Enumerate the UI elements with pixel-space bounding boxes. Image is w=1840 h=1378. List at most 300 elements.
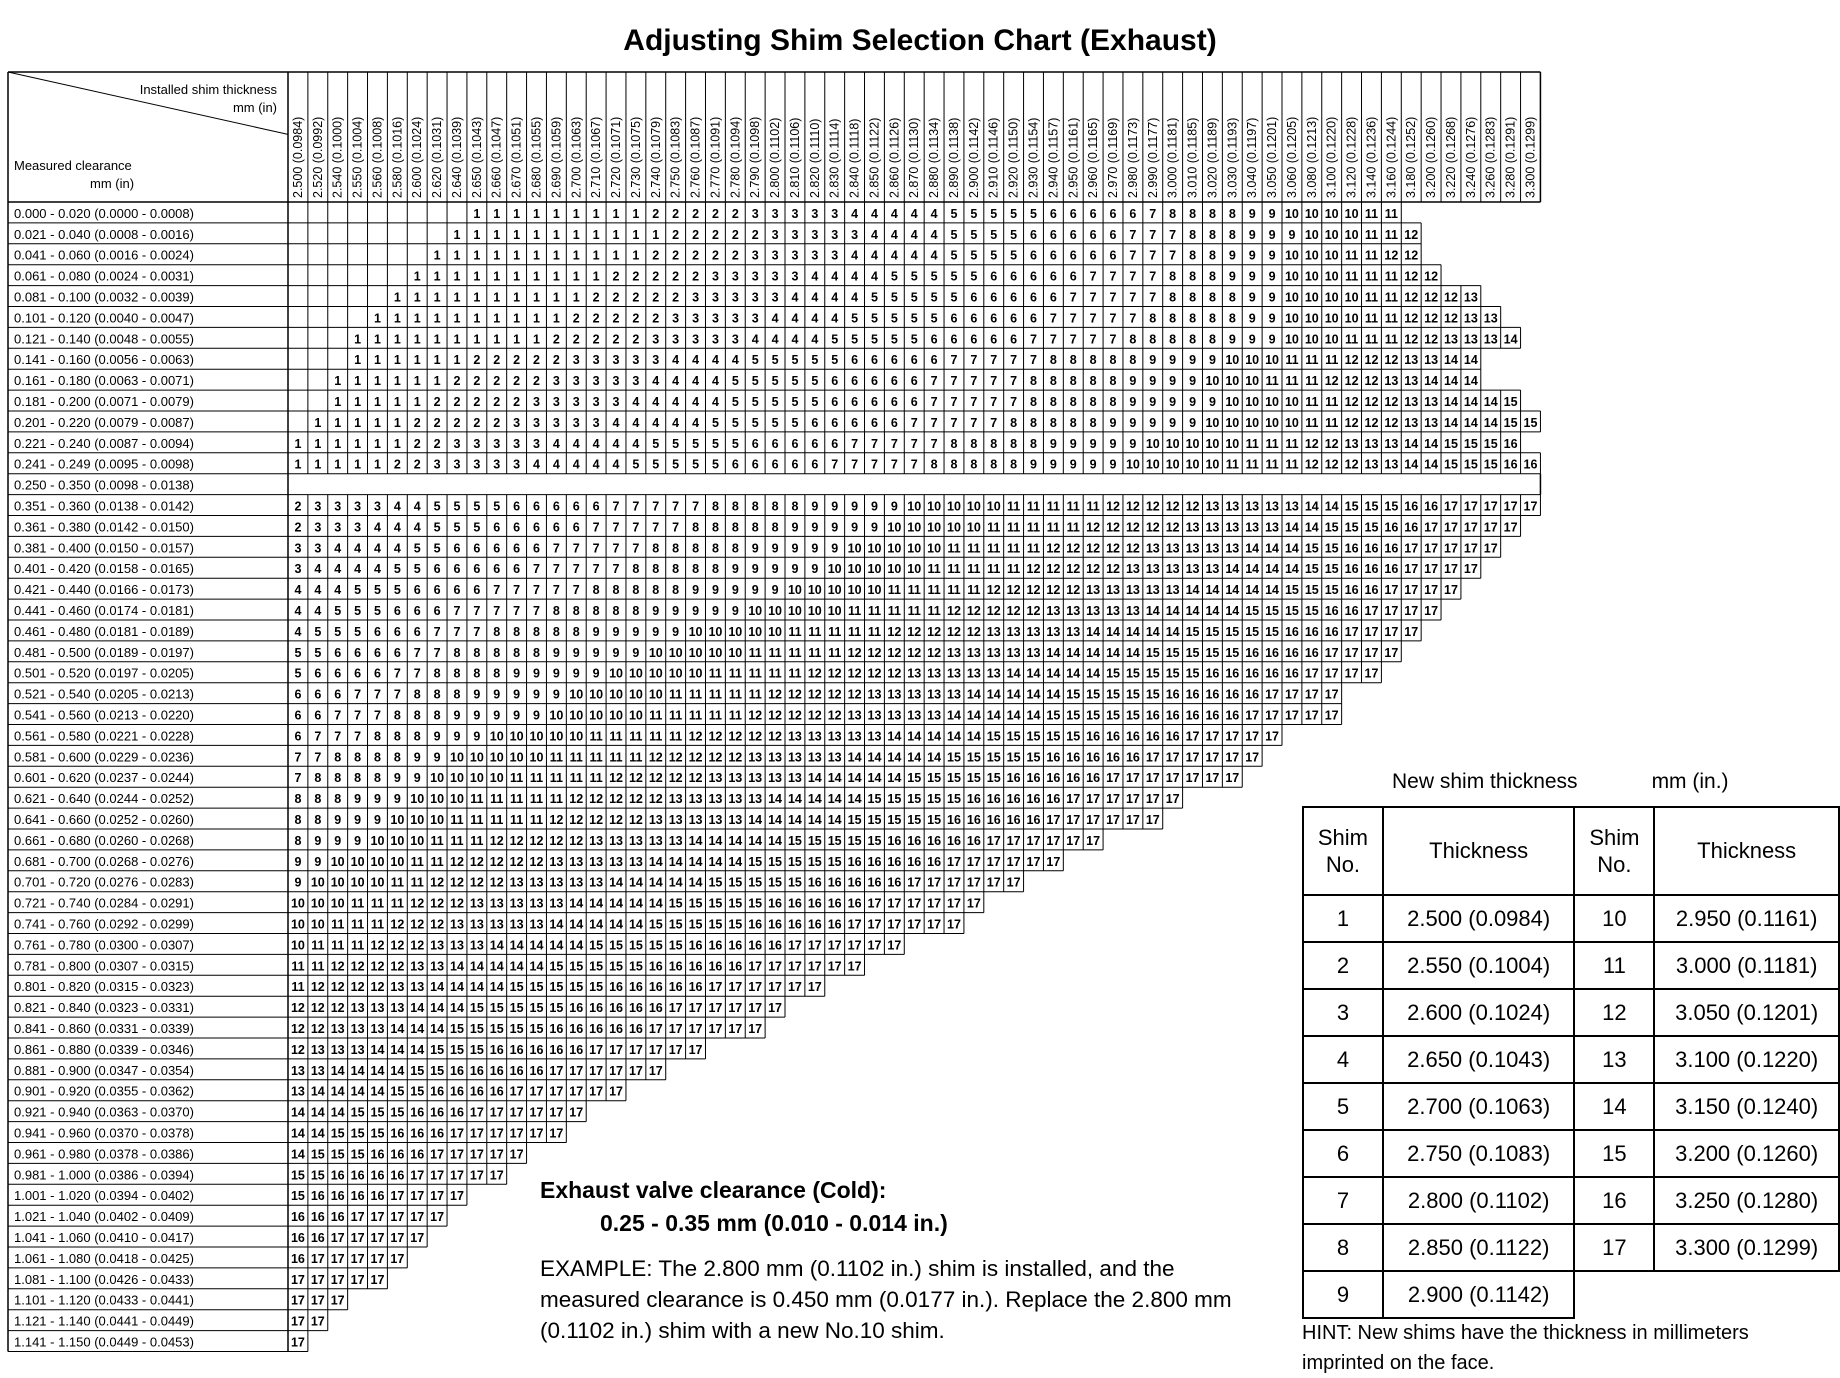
shim-no-cell: 13 xyxy=(1185,541,1200,556)
shim-no-cell: 16 xyxy=(768,896,783,911)
shim-no-cell: 10 xyxy=(450,771,464,786)
shim-no-cell: 11 xyxy=(847,624,862,639)
shim-no-cell: 14 xyxy=(1424,374,1439,389)
shim-no-cell: 2 xyxy=(711,206,719,221)
shim-no-cell: 14 xyxy=(628,896,643,911)
shim-no-cell: 7 xyxy=(552,583,560,598)
shim-thickness-cell: 2.550 (0.1004) xyxy=(1383,942,1575,989)
shim-no-cell: 6 xyxy=(950,311,958,326)
shim-no-cell: 16 xyxy=(827,875,842,890)
shim-no-cell: 6 xyxy=(831,374,839,389)
shim-no-cell: 16 xyxy=(1503,457,1518,472)
shim-no-cell: 14 xyxy=(1165,624,1180,639)
shim-no-cell: 10 xyxy=(807,583,822,598)
shim-no-cell: 7 xyxy=(1010,395,1018,409)
shim-no-cell: 14 xyxy=(1145,624,1160,639)
shim-no-cell: 10 xyxy=(1284,311,1299,326)
shim-no-cell: 15 xyxy=(529,980,544,995)
shim-no-cell: 13 xyxy=(807,750,822,765)
shim-no-cell: 12 xyxy=(430,875,445,890)
shim-no-cell: 16 xyxy=(529,1042,544,1057)
shim-no-cell: 9 xyxy=(552,645,560,660)
shim-no-cell: 5 xyxy=(811,374,819,389)
shim-no-cell: 17 xyxy=(1344,624,1359,639)
shim-no-cell: 12 xyxy=(688,771,703,786)
shim-no-cell: 8 xyxy=(970,436,978,451)
shim-no-cell: 17 xyxy=(1026,854,1041,869)
shim-no-cell: 4 xyxy=(652,395,660,409)
shim-no-cell: 11 xyxy=(1384,332,1398,347)
shim-no-cell: 16 xyxy=(1225,687,1240,702)
shim-no-cell: 9 xyxy=(393,792,401,807)
shim-no-cell: 6 xyxy=(1010,269,1018,284)
shim-no-cell: 11 xyxy=(1364,290,1379,305)
shim-no-cell: 17 xyxy=(1324,666,1339,681)
shim-no-cell: 12 xyxy=(1404,332,1419,347)
shim-no-cell: 16 xyxy=(390,1126,405,1141)
shim-no-cell: 12 xyxy=(1046,583,1061,598)
shim-no-cell: 12 xyxy=(370,938,385,953)
shim-no-cell: 12 xyxy=(1364,374,1379,389)
shim-no-cell: 9 xyxy=(354,833,362,848)
shim-no-cell: 11 xyxy=(1364,206,1379,221)
measured-clearance-row-label: 0.461 - 0.480 (0.0181 - 0.0189) xyxy=(14,623,194,639)
shim-no-cell: 4 xyxy=(930,227,938,242)
shim-no-cell: 10 xyxy=(1225,353,1240,368)
shim-no-cell: 12 xyxy=(628,792,643,807)
shim-no-cell: 2 xyxy=(413,436,421,451)
installed-thickness-header: 2.540 (0.1000) xyxy=(330,116,345,198)
shim-no-cell: 10 xyxy=(509,729,524,744)
shim-no-cell: 10 xyxy=(310,917,325,932)
shim-no-cell: 11 xyxy=(828,624,842,639)
shim-no-cell: 1 xyxy=(373,374,381,389)
shim-no-cell: 6 xyxy=(930,353,938,368)
shim-no-cell: 2 xyxy=(652,269,660,284)
shim-no-cell: 17 xyxy=(668,1042,683,1057)
shim-no-cell: 16 xyxy=(1086,750,1101,765)
shim-no-cell: 1 xyxy=(592,248,600,263)
shim-no-cell: 13 xyxy=(986,624,1001,639)
shim-no-cell: 9 xyxy=(314,854,322,869)
shim-no-cell: 9 xyxy=(1288,227,1296,242)
shim-no-cell: 8 xyxy=(672,541,680,556)
shim-no-cell: 12 xyxy=(1424,311,1439,326)
shim-no-cell: 7 xyxy=(294,771,302,786)
shim-no-cell: 6 xyxy=(393,645,401,660)
shim-no-cell: 17 xyxy=(1125,792,1140,807)
shim-no-cell: 10 xyxy=(966,499,981,514)
shim-no-cell: 8 xyxy=(433,708,441,723)
shim-no-cell: 1 xyxy=(513,290,521,305)
shim-no-cell: 11 xyxy=(1364,332,1379,347)
shim-no-cell: 11 xyxy=(808,645,822,660)
shim-no-cell: 8 xyxy=(1010,457,1018,472)
shim-no-cell: 2 xyxy=(652,248,660,263)
shim-thickness-cell: 3.100 (0.1220) xyxy=(1654,1036,1839,1083)
shim-no-cell: 15 xyxy=(390,1105,405,1120)
installed-thickness-header: 3.050 (0.1201) xyxy=(1265,116,1280,198)
shim-no-cell: 13 xyxy=(728,771,743,786)
shim-no-cell: 13 xyxy=(1384,457,1399,472)
shim-no-cell: 12 xyxy=(947,624,961,639)
shim-no-cell: 8 xyxy=(1169,206,1177,221)
shim-no-cell: 1 xyxy=(413,332,421,347)
shim-no-cell: 4 xyxy=(731,353,739,368)
new-shim-row xyxy=(1303,942,1839,989)
shim-no-cell: 6 xyxy=(1010,290,1018,305)
shim-no-cell: 13 xyxy=(1245,520,1260,535)
shim-no-cell: 17 xyxy=(748,1001,763,1016)
shim-no-cell: 4 xyxy=(652,374,660,389)
shim-no-cell: 5 xyxy=(791,353,799,368)
shim-no-cell: 12 xyxy=(1404,269,1419,284)
shim-no-cell: 10 xyxy=(1284,332,1299,347)
shim-no-cell: 17 xyxy=(1384,604,1399,618)
shim-no-cell: 6 xyxy=(831,395,839,409)
shim-no-cell: 9 xyxy=(1248,332,1256,347)
shim-no-cell: 12 xyxy=(1125,499,1140,514)
shim-no-cell: 14 xyxy=(1086,645,1101,660)
shim-no-cell: 12 xyxy=(1324,457,1339,472)
shim-no-cell: 12 xyxy=(827,708,842,723)
shim-no-cell: 17 xyxy=(1106,792,1120,807)
shim-thickness-cell: 3.000 (0.1181) xyxy=(1654,942,1839,989)
shim-no-cell: 13 xyxy=(1205,541,1220,556)
shim-no-cell: 1 xyxy=(453,332,461,347)
shim-no-cell: 10 xyxy=(1304,248,1319,263)
shim-no-cell: 3 xyxy=(572,395,580,409)
shim-no-cell: 2 xyxy=(692,248,700,263)
shim-no-cell: 16 xyxy=(867,875,882,890)
shim-no-cell: 9 xyxy=(1169,395,1177,409)
shim-no-cell: 9 xyxy=(1149,353,1157,368)
shim-no-cell: 8 xyxy=(453,645,461,660)
shim-no-cell: 16 xyxy=(330,1210,345,1225)
shim-no-cell: 8 xyxy=(373,771,381,786)
installed-thickness-header: 2.550 (0.1004) xyxy=(350,116,365,198)
shim-no-cell: 10 xyxy=(1344,227,1359,242)
shim-no-cell: 1 xyxy=(433,290,441,305)
shim-no-cell: 10 xyxy=(847,562,862,577)
measured-clearance-row-label: 0.081 - 0.100 (0.0032 - 0.0039) xyxy=(14,289,194,305)
shim-no-cell: 1 xyxy=(612,206,620,221)
shim-no-cell: 4 xyxy=(811,311,819,326)
shim-no-cell: 13 xyxy=(350,1001,365,1016)
shim-no-cell: 12 xyxy=(330,980,345,995)
shim-no-cell: 17 xyxy=(648,1042,663,1057)
shim-no-cell: 11 xyxy=(788,666,802,681)
shim-no-cell: 10 xyxy=(469,771,484,786)
shim-no-cell: 7 xyxy=(831,457,839,472)
shim-no-cell: 4 xyxy=(393,499,401,514)
shim-no-cell: 7 xyxy=(433,624,441,639)
shim-no-cell: 6 xyxy=(294,729,302,744)
shim-no-cell: 16 xyxy=(469,1063,484,1078)
shim-no-cell: 12 xyxy=(1384,353,1399,368)
shim-no-cell: 16 xyxy=(1066,750,1081,765)
shim-no-cell: 12 xyxy=(867,645,882,660)
installed-thickness-header: 3.140 (0.1236) xyxy=(1364,116,1379,198)
shim-no-cell: 17 xyxy=(529,1126,544,1141)
shim-no-cell: 7 xyxy=(334,708,342,723)
shim-no-cell: 4 xyxy=(851,248,859,263)
shim-no-cell: 5 xyxy=(373,583,381,598)
shim-no-cell: 14 xyxy=(390,1063,405,1078)
shim-no-cell: 14 xyxy=(807,771,822,786)
shim-no-cell: 6 xyxy=(1069,206,1077,221)
shim-no-cell: 2 xyxy=(731,227,739,242)
shim-no-cell: 11 xyxy=(311,938,325,953)
shim-no-cell: 11 xyxy=(549,792,563,807)
shim-no-cell: 8 xyxy=(1069,395,1077,409)
shim-no-cell: 14 xyxy=(290,1105,305,1120)
shim-no-cell: 14 xyxy=(350,1063,365,1078)
shim-no-cell: 9 xyxy=(632,645,640,660)
installed-thickness-header: 2.520 (0.0992) xyxy=(310,116,325,198)
shim-no-cell: 8 xyxy=(1089,415,1097,430)
shim-no-cell: 9 xyxy=(1109,436,1117,451)
shim-no-cell: 1 xyxy=(393,374,401,389)
shim-no-cell: 5 xyxy=(314,624,322,639)
shim-no-cell: 2 xyxy=(473,395,481,409)
shim-no-cell: 5 xyxy=(354,604,362,618)
shim-thickness-cell: 2.600 (0.1024) xyxy=(1383,989,1575,1036)
shim-no-cell: 7 xyxy=(930,374,938,389)
installed-thickness-header: 3.260 (0.1283) xyxy=(1483,116,1498,198)
shim-no-cell: 5 xyxy=(433,520,441,535)
shim-no-cell: 6 xyxy=(990,311,998,326)
shim-no-cell: 4 xyxy=(771,311,779,326)
shim-no-cell: 8 xyxy=(791,499,799,514)
shim-no-cell: 16 xyxy=(450,1063,464,1078)
measured-clearance-row-label: 0.941 - 0.960 (0.0370 - 0.0378) xyxy=(14,1125,194,1141)
shim-no-cell: 10 xyxy=(1344,290,1359,305)
shim-no-cell: 14 xyxy=(1066,666,1081,681)
shim-no-cell: 5 xyxy=(890,269,898,284)
shim-no-cell: 10 xyxy=(1324,332,1339,347)
shim-no-cell: 17 xyxy=(1364,624,1379,639)
shim-no-cell: 8 xyxy=(314,771,322,786)
shim-no-cell: 1 xyxy=(373,353,381,368)
shim-no-cell: 1 xyxy=(552,290,560,305)
shim-no-cell: 10 xyxy=(668,645,683,660)
shim-no-cell: 8 xyxy=(970,457,978,472)
shim-no-cell: 7 xyxy=(1069,311,1077,326)
shim-no-cell: 15 xyxy=(1145,666,1160,681)
shim-no-cell: 8 xyxy=(513,645,521,660)
shim-no-cell: 16 xyxy=(1364,583,1379,598)
shim-no-cell: 15 xyxy=(867,833,882,848)
shim-no-cell: 11 xyxy=(1384,311,1398,326)
shim-no-cell: 9 xyxy=(393,771,401,786)
shim-no-cell: 15 xyxy=(927,771,942,786)
shim-no-cell: 15 xyxy=(688,917,703,932)
shim-no-cell: 11 xyxy=(947,583,961,598)
shim-no-cell: 14 xyxy=(787,792,802,807)
shim-no-cell: 5 xyxy=(354,583,362,598)
shim-no-cell: 8 xyxy=(1069,353,1077,368)
shim-no-cell: 10 xyxy=(609,687,623,702)
shim-no-cell: 16 xyxy=(1344,604,1359,618)
shim-no-cell: 10 xyxy=(450,750,464,765)
shim-no-cell: 10 xyxy=(1165,457,1180,472)
measured-clearance-unit: mm (in) xyxy=(90,176,135,191)
shim-no-cell: 3 xyxy=(791,269,799,284)
shim-no-cell: 17 xyxy=(887,896,902,911)
shim-no-cell: 10 xyxy=(529,729,544,744)
shim-no-cell: 15 xyxy=(310,1147,325,1162)
shim-no-cell: 16 xyxy=(648,959,663,974)
shim-no-cell: 4 xyxy=(612,457,620,472)
installed-thickness-unit: mm (in) xyxy=(232,100,277,115)
shim-no-cell: 6 xyxy=(1049,290,1057,305)
shim-no-cell: 1 xyxy=(473,206,481,221)
measured-clearance-row-label: 0.521 - 0.540 (0.0205 - 0.0213) xyxy=(14,686,194,702)
shim-no-cell: 15 xyxy=(907,792,922,807)
shim-no-cell: 9 xyxy=(513,687,521,702)
exhaust-clearance-block xyxy=(540,1177,1280,1346)
shim-no-cell: 1 xyxy=(552,269,560,284)
shim-no-cell: 16 xyxy=(390,1168,405,1183)
shim-no-cell: 8 xyxy=(1030,374,1037,389)
shim-no-cell: 1 xyxy=(413,395,421,409)
shim-no-cell: 1 xyxy=(413,353,421,368)
shim-no-cell: 11 xyxy=(828,645,842,660)
shim-no-cell: 9 xyxy=(513,666,521,681)
shim-no-cell: 15 xyxy=(1463,457,1478,472)
shim-no-cell: 14 xyxy=(648,875,663,890)
shim-no-cell: 6 xyxy=(890,353,898,368)
shim-no-cell: 4 xyxy=(831,290,839,305)
shim-no-cell: 8 xyxy=(731,541,739,556)
shim-no-cell: 8 xyxy=(1208,311,1216,326)
shim-no-cell: 3 xyxy=(533,395,540,409)
shim-no-cell: 14 xyxy=(1006,687,1021,702)
shim-no-cell: 16 xyxy=(728,938,743,953)
shim-no-cell: 16 xyxy=(907,833,922,848)
shim-no-cell: 15 xyxy=(1304,583,1319,598)
installed-thickness-header: 2.620 (0.1031) xyxy=(430,116,445,198)
shim-no-cell: 10 xyxy=(688,645,703,660)
measured-clearance-row-label: 1.001 - 1.020 (0.0394 - 0.0402) xyxy=(14,1188,194,1204)
shim-no-cell: 1 xyxy=(433,353,441,368)
shim-no-cell: 7 xyxy=(851,436,859,451)
shim-no-cell: 17 xyxy=(350,1251,365,1266)
shim-no-cell: 13 xyxy=(787,729,802,744)
shim-no-cell: 12 xyxy=(569,792,584,807)
installed-thickness-header: 2.750 (0.1083) xyxy=(668,116,683,198)
shim-no-cell: 11 xyxy=(1574,942,1654,989)
shim-no-cell: 17 xyxy=(1424,604,1439,618)
shim-no-cell: 11 xyxy=(867,604,882,618)
shim-no-cell: 5 xyxy=(393,583,401,598)
shim-no-cell: 12 xyxy=(310,980,325,995)
shim-no-cell: 3 xyxy=(652,332,660,347)
shim-no-cell: 16 xyxy=(986,792,1001,807)
shim-no-cell: 2 xyxy=(533,374,540,389)
installed-thickness-header: 2.680 (0.1055) xyxy=(529,116,544,198)
shim-no-cell: 13 xyxy=(708,771,723,786)
measured-clearance-row-label: 0.701 - 0.720 (0.0276 - 0.0283) xyxy=(14,874,194,890)
shim-no-cell: 13 xyxy=(907,687,922,702)
shim-no-cell: 5 xyxy=(751,353,759,368)
shim-no-cell: 9 xyxy=(453,708,461,723)
shim-no-cell: 17 xyxy=(1265,729,1280,744)
shim-no-cell: 12 xyxy=(1324,374,1339,389)
shim-no-cell: 15 xyxy=(1125,666,1140,681)
measured-clearance-row-label: 0.421 - 0.440 (0.0166 - 0.0173) xyxy=(14,582,194,598)
shim-no-cell: 8 xyxy=(1049,353,1057,368)
shim-no-cell: 6 xyxy=(751,436,759,451)
shim-no-cell: 9 xyxy=(1248,311,1256,326)
shim-no-cell: 13 xyxy=(1424,353,1439,368)
shim-no-cell: 12 xyxy=(827,666,842,681)
shim-no-cell: 14 xyxy=(549,917,564,932)
shim-no-cell: 14 xyxy=(1046,687,1061,702)
shim-no-cell: 17 xyxy=(1574,1224,1654,1271)
shim-no-cell: 10 xyxy=(430,792,445,807)
shim-no-cell: 14 xyxy=(1185,583,1200,598)
shim-no-cell: 9 xyxy=(1189,353,1197,368)
shim-no-cell: 13 xyxy=(907,666,922,681)
shim-no-cell: 4 xyxy=(632,395,640,409)
shim-no-cell: 15 xyxy=(768,854,783,869)
installed-thickness-header: 2.920 (0.1150) xyxy=(1006,117,1021,198)
shim-no-cell: 12 xyxy=(1344,415,1359,430)
shim-no-cell: 12 xyxy=(1165,520,1180,535)
shim-no-cell: 2 xyxy=(552,353,560,368)
shim-no-cell: 5 xyxy=(413,562,421,577)
shim-no-cell: 1 xyxy=(373,395,381,409)
shim-no-cell: 12 xyxy=(1344,395,1359,409)
shim-no-cell: 11 xyxy=(967,583,981,598)
shim-no-cell: 17 xyxy=(867,896,882,911)
shim-no-cell: 2 xyxy=(513,374,521,389)
shim-no-cell: 8 xyxy=(1109,353,1117,368)
shim-no-cell: 12 xyxy=(1145,520,1160,535)
shim-no-cell: 5 xyxy=(334,604,342,618)
shim-no-cell: 17 xyxy=(390,1210,405,1225)
shim-no-cell: 6 xyxy=(1010,332,1018,347)
shim-no-cell: 6 xyxy=(314,666,322,681)
shim-no-cell: 8 xyxy=(354,750,362,765)
shim-no-cell: 17 xyxy=(1145,750,1160,765)
shim-no-cell: 12 xyxy=(450,896,464,911)
shim-no-cell: 7 xyxy=(970,395,978,409)
shim-no-cell: 1 xyxy=(373,457,381,472)
installed-thickness-header: 2.780 (0.1094) xyxy=(728,116,743,198)
shim-no-cell: 10 xyxy=(1205,436,1220,451)
shim-no-cell: 10 xyxy=(410,833,425,848)
shim-no-cell: 3 xyxy=(552,395,560,409)
shim-no-cell: 17 xyxy=(927,875,942,890)
shim-no-cell: 11 xyxy=(549,750,563,765)
shim-no-cell: 5 xyxy=(731,374,739,389)
shim-no-cell: 12 xyxy=(450,854,464,869)
shim-no-cell: 12 xyxy=(748,729,763,744)
shim-no-cell: 5 xyxy=(831,332,839,347)
shim-no-cell: 15 xyxy=(549,959,564,974)
shim-no-cell: 6 xyxy=(1089,227,1097,242)
shim-no-cell: 17 xyxy=(1463,499,1478,514)
shim-no-cell: 16 xyxy=(1145,729,1160,744)
shim-no-cell: 2 xyxy=(592,332,600,347)
shim-no-cell: 8 xyxy=(1089,395,1097,409)
shim-no-cell: 4 xyxy=(791,311,799,326)
shim-no-cell: 13 xyxy=(1125,562,1140,577)
shim-no-cell: 14 xyxy=(370,1063,385,1078)
